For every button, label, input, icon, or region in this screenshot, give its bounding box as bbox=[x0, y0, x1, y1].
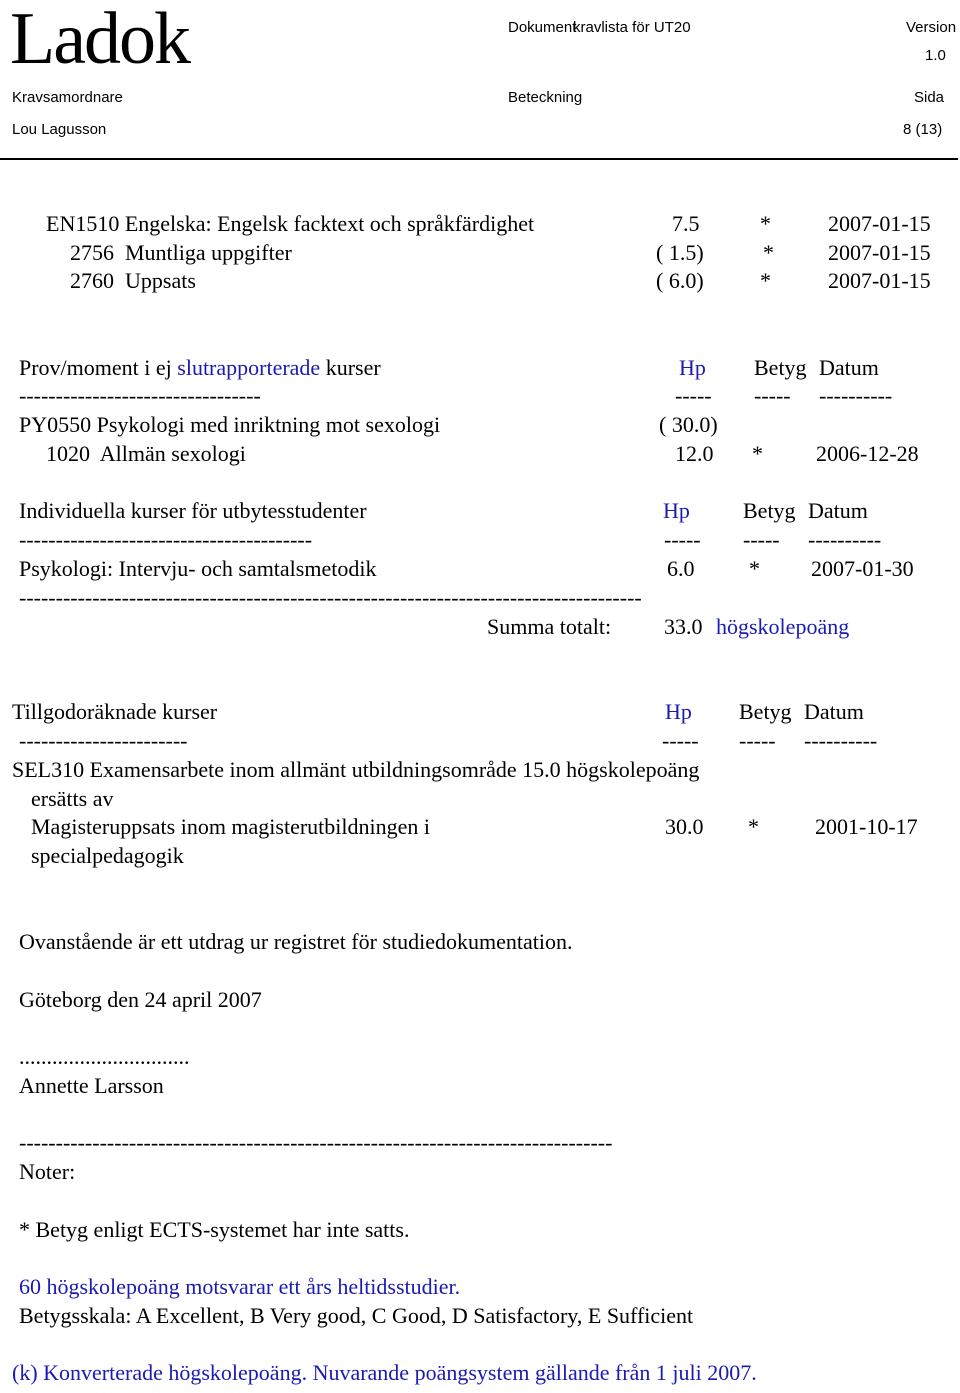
course-hp: 7.5 bbox=[672, 211, 700, 236]
moment-hp: 12.0 bbox=[675, 441, 714, 466]
moment-name: 2756 Muntliga uppgifter bbox=[70, 240, 292, 265]
title-prefix: Prov/moment i ej bbox=[19, 355, 178, 380]
moment-date: 2007-01-15 bbox=[828, 240, 931, 265]
col-betyg-header: Betyg bbox=[743, 498, 796, 523]
place-date: Göteborg den 24 april 2007 bbox=[19, 987, 262, 1012]
statement-text: Ovanstående är ett utdrag ur registret för studiedokumentation. bbox=[19, 929, 573, 954]
replacement-hp: 30.0 bbox=[665, 814, 704, 839]
course-name: EN1510 Engelska: Engelsk facktext och språkfärdighet bbox=[46, 211, 535, 236]
col-hp-header: Hp bbox=[663, 498, 690, 523]
course-hp: ( 30.0) bbox=[659, 412, 718, 437]
course-name: Psykologi: Intervju- och samtalsmetodik bbox=[19, 556, 377, 581]
moment-name: 1020 Allmän sexologi bbox=[46, 441, 246, 466]
dash-separator: --------------------------------- bbox=[19, 383, 261, 408]
course-date: 2007-01-30 bbox=[811, 556, 914, 581]
notes-separator: --------------------------------------------------------------------------------- bbox=[19, 1130, 613, 1155]
version-label: Version bbox=[906, 19, 957, 36]
moment-hp: ( 6.0) bbox=[656, 268, 704, 293]
col-hp-header: Hp bbox=[679, 355, 706, 380]
moment-grade: * bbox=[763, 240, 774, 265]
dash-separator: ---------- bbox=[819, 383, 893, 408]
note-grade-scale: Betygsskala: A Excellent, B Very good, C Good, D Satisfactory, E Sufficient bbox=[19, 1303, 694, 1328]
slutrapporterade-link[interactable]: slutrapporterade bbox=[177, 355, 321, 380]
signer-name: Annette Larsson bbox=[19, 1073, 164, 1098]
moment-name: 2760 Uppsats bbox=[70, 268, 196, 293]
dokument-value: kravlista för UT20 bbox=[573, 19, 691, 36]
ladok-logo: Ladok bbox=[10, 0, 190, 80]
section-title-credited: Tillgodoräknade kurser bbox=[12, 699, 218, 724]
moment-hp: ( 1.5) bbox=[656, 240, 704, 265]
col-hp-header: Hp bbox=[665, 699, 692, 724]
section-title-unreported bbox=[19, 357, 381, 379]
dokument-label: Dokument bbox=[508, 19, 577, 36]
dash-separator: ----- bbox=[662, 728, 699, 753]
course-hp: 6.0 bbox=[667, 556, 695, 581]
replacement-date: 2001-10-17 bbox=[815, 814, 918, 839]
dash-separator: ----- bbox=[739, 728, 776, 753]
signature-dots: ............................... bbox=[19, 1044, 190, 1069]
course-name: PY0550 Psykologi med inriktning mot sexologi bbox=[19, 412, 441, 437]
col-betyg-header: Betyg bbox=[754, 355, 807, 380]
note-ects: * Betyg enligt ECTS-systemet har inte satts. bbox=[19, 1217, 410, 1242]
sida-label: Sida bbox=[914, 89, 945, 106]
dash-separator: ----- bbox=[754, 383, 791, 408]
course-grade: * bbox=[749, 556, 760, 581]
title-suffix: kurser bbox=[320, 355, 381, 380]
col-datum-header: Datum bbox=[808, 498, 868, 523]
replacement-course-line1: Magisteruppsats inom magisterutbildningen i bbox=[31, 814, 431, 839]
version-value: 1.0 bbox=[925, 47, 946, 64]
author-name: Lou Lagusson bbox=[12, 121, 107, 138]
col-datum-header: Datum bbox=[804, 699, 864, 724]
notes-label: Noter: bbox=[19, 1159, 76, 1184]
course-grade: * bbox=[760, 211, 771, 236]
col-betyg-header: Betyg bbox=[739, 699, 792, 724]
replacement-grade: * bbox=[748, 814, 759, 839]
col-datum-header: Datum bbox=[819, 355, 879, 380]
total-separator: ------------------------------------------------------------------------------------- bbox=[19, 585, 642, 610]
dash-separator: ----- bbox=[675, 383, 712, 408]
total-unit-link[interactable]: högskolepoäng bbox=[716, 614, 850, 639]
original-course: SEL310 Examensarbete inom allmänt utbildningsområde 15.0 högskolepoäng bbox=[12, 757, 700, 782]
dash-separator: ----- bbox=[743, 527, 780, 552]
moment-grade: * bbox=[752, 441, 763, 466]
total-value: 33.0 bbox=[664, 614, 703, 639]
dash-separator: ----------------------- bbox=[19, 728, 188, 753]
dash-separator: ---------------------------------------- bbox=[19, 527, 313, 552]
role-label: Kravsamordnare bbox=[12, 89, 123, 106]
header-divider bbox=[0, 158, 958, 160]
note-credits-link[interactable]: 60 högskolepoäng motsvarar ett års heltidsstudier. bbox=[19, 1274, 461, 1299]
replaced-by-text: ersätts av bbox=[31, 786, 114, 811]
note-converted-link[interactable]: (k) Konverterade högskolepoäng. Nuvarande poängsystem gällande från 1 juli 2007. bbox=[12, 1360, 757, 1385]
moment-date: 2007-01-15 bbox=[828, 268, 931, 293]
moment-date: 2006-12-28 bbox=[816, 441, 919, 466]
total-label: Summa totalt: bbox=[487, 614, 612, 639]
dash-separator: ---------- bbox=[808, 527, 882, 552]
moment-grade: * bbox=[760, 268, 771, 293]
section-title-exchange: Individuella kurser för utbytesstudenter bbox=[19, 498, 367, 523]
course-date: 2007-01-15 bbox=[828, 211, 931, 236]
replacement-course-line2: specialpedagogik bbox=[31, 843, 184, 868]
dash-separator: ----- bbox=[664, 527, 701, 552]
beteckning-label: Beteckning bbox=[508, 89, 583, 106]
page-number: 8 (13) bbox=[903, 121, 943, 138]
dash-separator: ---------- bbox=[804, 728, 878, 753]
